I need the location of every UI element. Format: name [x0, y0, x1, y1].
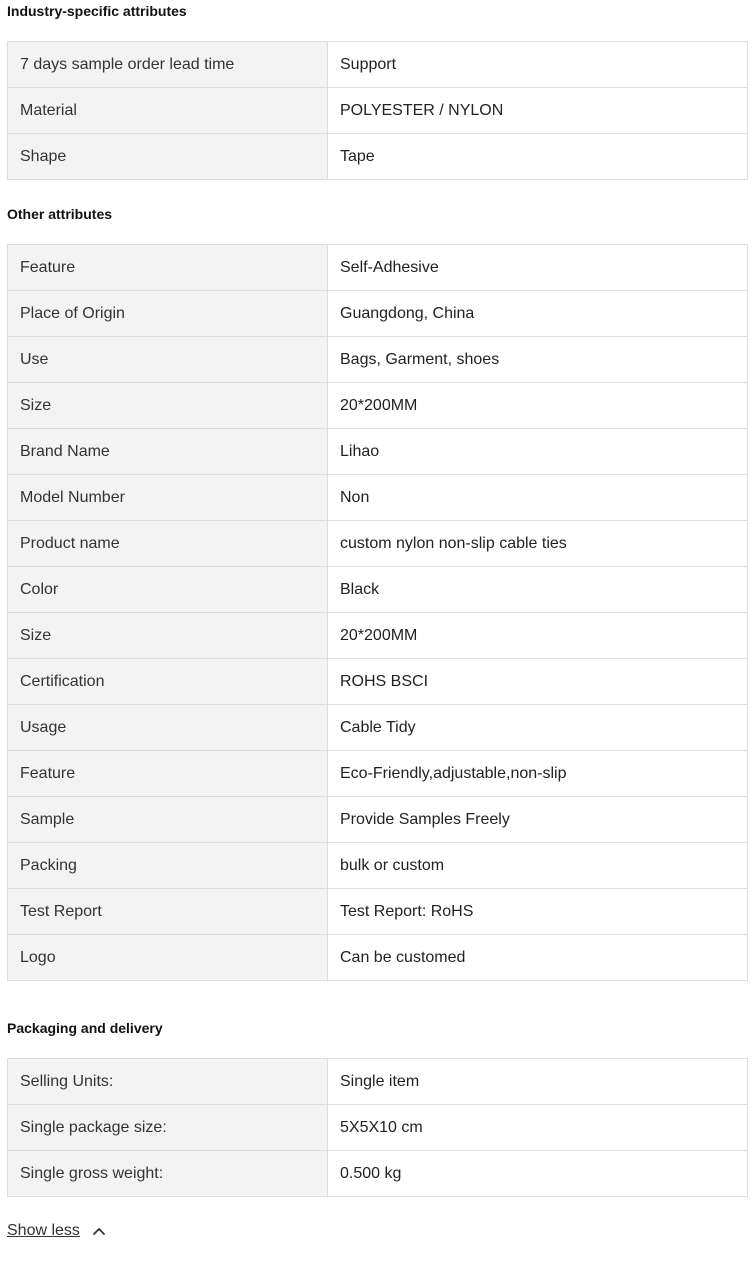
- attribute-value: Eco-Friendly,adjustable,non-slip: [328, 751, 748, 797]
- attribute-key: Model Number: [8, 475, 328, 521]
- attribute-key: Shape: [8, 134, 328, 180]
- attribute-value: 5X5X10 cm: [328, 1105, 748, 1151]
- attribute-value: Non: [328, 475, 748, 521]
- attribute-value: 20*200MM: [328, 613, 748, 659]
- attribute-key: Usage: [8, 705, 328, 751]
- attribute-value: Bags, Garment, shoes: [328, 337, 748, 383]
- attribute-value: Support: [328, 42, 748, 88]
- attribute-key: Size: [8, 613, 328, 659]
- table-row: [8, 337, 748, 383]
- table-row: [8, 245, 748, 291]
- attribute-value: Cable Tidy: [328, 705, 748, 751]
- table-row: [8, 475, 748, 521]
- attribute-key: 7 days sample order lead time: [8, 42, 328, 88]
- attribute-value: bulk or custom: [328, 843, 748, 889]
- attribute-value: Tape: [328, 134, 748, 180]
- attribute-key: Material: [8, 88, 328, 134]
- attribute-value: POLYESTER / NYLON: [328, 88, 748, 134]
- table-row: [8, 42, 748, 88]
- table-row: [8, 521, 748, 567]
- attribute-value: 20*200MM: [328, 383, 748, 429]
- section-title-other-attributes: Other attributes: [7, 206, 113, 222]
- table-row: [8, 88, 748, 134]
- table-row: [8, 383, 748, 429]
- other-attributes-table: [7, 244, 748, 981]
- attribute-key: Color: [8, 567, 328, 613]
- attribute-key: Certification: [8, 659, 328, 705]
- attribute-value: Can be customed: [328, 935, 748, 981]
- attribute-value: Self-Adhesive: [328, 245, 748, 291]
- section-title-industry-specific: Industry-specific attributes: [7, 3, 187, 19]
- table-row: [8, 659, 748, 705]
- attribute-key: Single gross weight:: [8, 1151, 328, 1197]
- industry-attributes-table: [7, 41, 748, 180]
- table-row: [8, 797, 748, 843]
- table-row: [8, 613, 748, 659]
- chevron-up-icon[interactable]: [92, 1224, 106, 1238]
- table-row: [8, 751, 748, 797]
- attribute-value: custom nylon non-slip cable ties: [328, 521, 748, 567]
- attribute-value: Guangdong, China: [328, 291, 748, 337]
- attribute-value: Provide Samples Freely: [328, 797, 748, 843]
- table-row: [8, 705, 748, 751]
- attribute-value: Single item: [328, 1059, 748, 1105]
- table-row: [8, 429, 748, 475]
- attribute-value: Lihao: [328, 429, 748, 475]
- table-row: [8, 935, 748, 981]
- attribute-value: 0.500 kg: [328, 1151, 748, 1197]
- attribute-value: Black: [328, 567, 748, 613]
- attribute-key: Sample: [8, 797, 328, 843]
- table-row: [8, 134, 748, 180]
- table-row: [8, 843, 748, 889]
- table-row: [8, 1059, 748, 1105]
- attribute-key: Packing: [8, 843, 328, 889]
- attribute-key: Size: [8, 383, 328, 429]
- packaging-delivery-table: [7, 1058, 748, 1197]
- attribute-key: Single package size:: [8, 1105, 328, 1151]
- table-row: [8, 1105, 748, 1151]
- show-less-button[interactable]: [7, 1220, 106, 1242]
- attribute-key: Logo: [8, 935, 328, 981]
- table-row: [8, 1151, 748, 1197]
- attribute-key: Feature: [8, 751, 328, 797]
- show-less-label[interactable]: Show less: [7, 1222, 80, 1239]
- attribute-key: Selling Units:: [8, 1059, 328, 1105]
- attribute-key: Product name: [8, 521, 328, 567]
- table-row: [8, 291, 748, 337]
- table-row: [8, 567, 748, 613]
- section-title-packaging-delivery: Packaging and delivery: [7, 1020, 163, 1036]
- attribute-key: Place of Origin: [8, 291, 328, 337]
- attribute-key: Use: [8, 337, 328, 383]
- attribute-value: Test Report: RoHS: [328, 889, 748, 935]
- attribute-key: Feature: [8, 245, 328, 291]
- attribute-key: Test Report: [8, 889, 328, 935]
- attribute-key: Brand Name: [8, 429, 328, 475]
- table-row: [8, 889, 748, 935]
- attribute-value: ROHS BSCI: [328, 659, 748, 705]
